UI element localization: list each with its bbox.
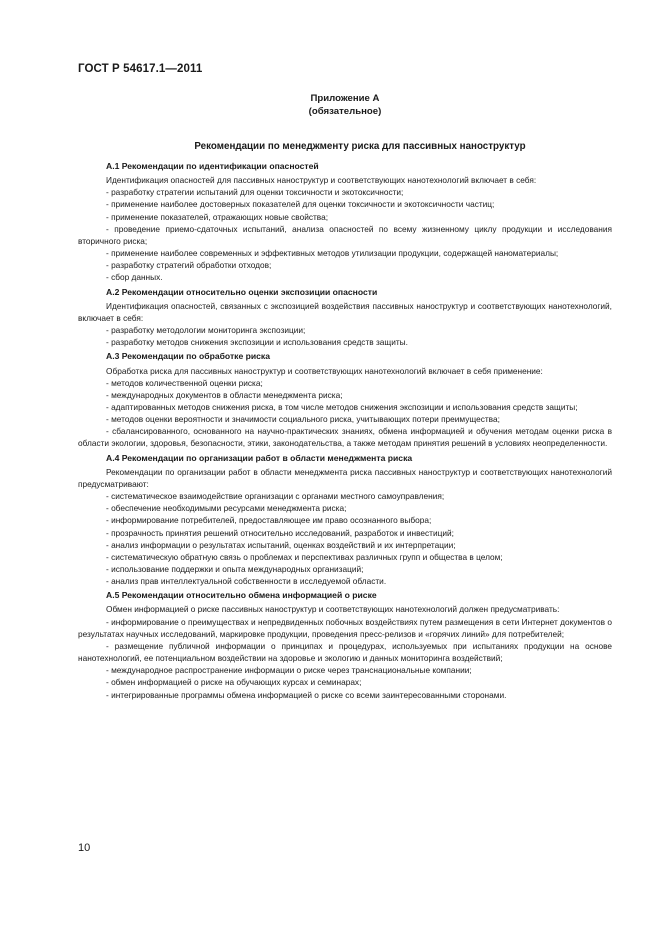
list-item: - анализ прав интеллектуальной собственности в исследуемой области. bbox=[106, 576, 387, 587]
list-item: - систематическое взаимодействие организации с органами местного самоуправления; bbox=[106, 491, 445, 502]
list-item: - информирование о преимуществах и непредвиденных побочных воздействиях путем размещения в сети Интернет документов о результатах научных исследований, маркировке продукции, проведения пресс-релизов и «горячих линий» для потребителей; bbox=[78, 616, 612, 639]
list-item: - применение наиболее достоверных показателей для оценки токсичности и экотоксичности частиц; bbox=[106, 199, 495, 210]
list-item: - размещение публичной информации о принципах и процедурах, используемых при испытаниях продукции на основе нанотехнологий, ее потенциальном воздействии на здоровье и экологию и данных мониторинга воздействий; bbox=[78, 640, 612, 664]
section-a5-heading: А.5 Рекомендации относительно обмена информацией о риске bbox=[106, 590, 377, 601]
appendix-status: (обязательное) bbox=[308, 106, 382, 117]
section-a4-heading: А.4 Рекомендации по организации работ в области менеджмента риска bbox=[106, 452, 413, 463]
list-item: - интегрированные программы обмена информацией о риске со всеми заинтересованными сторонами. bbox=[106, 689, 507, 700]
standard-header: ГОСТ Р 54617.1—2011 bbox=[78, 63, 203, 75]
list-item: - разработку стратегий обработки отходов; bbox=[106, 260, 272, 271]
list-item: - международных документов в области менеджмента риска; bbox=[106, 389, 343, 400]
section-a3-intro: Обработка риска для пассивных наноструктур и соответствующих нанотехнологий включает в себя применение: bbox=[106, 365, 543, 376]
page-number: 10 bbox=[78, 842, 91, 854]
section-a2-heading: А.2 Рекомендации относительно оценки экспозиции опасности bbox=[106, 286, 378, 297]
list-item: - разработку методов снижения экспозиции и использования средств защиты. bbox=[106, 337, 408, 348]
main-title: Рекомендации по менеджменту риска для пассивных наноструктур bbox=[194, 141, 526, 152]
list-item: - методов количественной оценки риска; bbox=[106, 377, 263, 388]
list-item: - методов оценки вероятности и значимости социального риска, учитывающих потери преимущества; bbox=[106, 414, 500, 425]
section-a1-heading: А.1 Рекомендации по идентификации опасностей bbox=[106, 161, 319, 171]
list-item: - сбор данных. bbox=[106, 272, 163, 283]
section-a1-intro: Идентификация опасностей для пассивных наноструктур и соответствующих нанотехнологий включает в себя: bbox=[106, 175, 537, 186]
list-item: - анализ информации о результатах испытаний, оценках воздействий и их интерпретации; bbox=[106, 539, 456, 550]
list-item: - обмен информацией о риске на обучающих курсах и семинарах; bbox=[106, 677, 362, 688]
list-item: - разработку стратегии испытаний для оценки токсичности и экотоксичности; bbox=[106, 187, 404, 198]
list-item: - прозрачность принятия решений относительно исследований, разработок и инвестиций; bbox=[106, 527, 454, 538]
section-a5-intro: Обмен информацией о риске пассивных наноструктур и соответствующих нанотехнологий должен предусматривать: bbox=[106, 604, 560, 615]
document-body bbox=[78, 158, 612, 701]
list-item: - адаптированных методов снижения риска, в том числе методов снижения экспозиции и использования средств защиты; bbox=[106, 401, 578, 412]
list-item: - международное распространение информации о риске через транснациональные компании; bbox=[106, 665, 472, 676]
section-a2-intro: Идентификация опасностей, связанных с экспозицией воздействия пассивных наноструктур и соответствующих нанотехнологий, включает в себя: bbox=[78, 300, 612, 323]
section-a4-intro: Рекомендации по организации работ в области менеджмента риска пассивных наноструктур и соответствующих нанотехнологий предусматривают: bbox=[78, 466, 612, 489]
list-item: - применение наиболее современных и эффективных методов утилизации продукции, содержащей наноматериалы; bbox=[106, 248, 559, 259]
section-a3-heading: А.3 Рекомендации по обработке риска bbox=[106, 351, 271, 362]
list-item: - применение показателей, отражающих новые свойства; bbox=[106, 211, 329, 222]
appendix-heading bbox=[290, 92, 400, 118]
list-item: - проведение приемо-сдаточных испытаний, анализа опасностей по всему жизненному циклу продукции и исследования вторичного риска; bbox=[78, 223, 612, 246]
list-item: - сбалансированного, основанного на научно-практических знаниях, обмена информацией и обучения методам оценки риска в области экологии, здоровья, безопасности, этики, законодательства, а также методам принятия решений в условиях неопределенности. bbox=[78, 426, 612, 449]
list-item: - использование поддержки и опыта международных организаций; bbox=[106, 564, 364, 574]
list-item: - разработку методологии мониторинга экспозиции; bbox=[106, 325, 306, 336]
list-item: - систематическую обратную связь о проблемах и перспективах различных групп и общества в целом; bbox=[106, 551, 503, 562]
list-item: - информирование потребителей, предоставляющее им право осознанного выбора; bbox=[106, 515, 432, 526]
list-item: - обеспечение необходимыми ресурсами менеджмента риска; bbox=[106, 503, 347, 514]
appendix-title: Приложение А bbox=[310, 93, 380, 104]
